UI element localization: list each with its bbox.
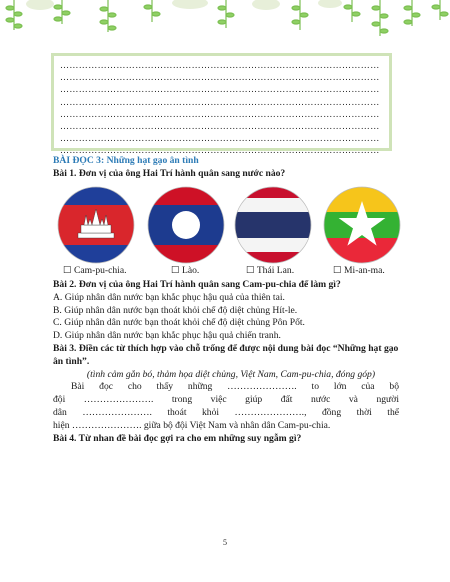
answer-line: ………………………………………………………………………………………… — [60, 121, 380, 132]
laos-flag — [146, 185, 226, 265]
thailand-flag — [233, 185, 313, 265]
question-2-title: Bài 2. Đơn vị của ông Hai Trí hành quân sang Cam-pu-chia để làm gì? — [53, 279, 341, 290]
question-2-option-d[interactable]: D. Giúp nhân dân nước bạn khắc phục hậu quả chiến tranh. — [53, 330, 281, 342]
question-2-option-c[interactable]: C. Giúp nhân dân nước bạn thoát khỏi chế độ diệt chủng Pôn Pốt. — [53, 317, 305, 329]
fill-blank-line[interactable]: dân …………………. thoát khỏi …………………., đồng thời thể — [53, 406, 399, 418]
answer-line: ………………………………………………………………………………………… — [60, 133, 380, 144]
vine-decoration — [0, 0, 450, 42]
answer-line: ………………………………………………………………………………………… — [60, 72, 380, 83]
answer-line: ………………………………………………………………………………………… — [60, 60, 380, 70]
questions-section — [53, 279, 399, 445]
answer-line: ………………………………………………………………………………………… — [60, 108, 380, 119]
question-4-title: Bài 4. Từ nhan đề bài đọc gợi ra cho em những suy ngẫm gì? — [53, 432, 302, 444]
option-cambodia[interactable]: ☐ Cam-pu-chia. — [63, 265, 127, 276]
flag-row — [56, 185, 406, 265]
page-number: 5 — [223, 538, 227, 547]
question-1-options — [53, 265, 403, 278]
myanmar-flag — [322, 185, 402, 265]
reading-section — [53, 155, 399, 181]
cambodia-flag — [56, 185, 136, 265]
answer-box[interactable] — [51, 53, 392, 156]
option-laos[interactable]: ☐ Lào. — [171, 265, 200, 276]
question-2-option-b[interactable]: B. Giúp nhân dân nước bạn thoát khỏi chế độ diệt chủng Hít-le. — [53, 304, 298, 316]
fill-blank-line[interactable]: hiện …………………. giữa bộ đội Việt Nam và nhân dân Cam-pu-chia. — [53, 419, 331, 431]
fill-blank-line[interactable]: đội …………………. trong việc giúp đất nước và người — [53, 394, 399, 406]
fill-blank-line[interactable]: Bài đọc cho thấy những …………………. to lớn của bộ — [71, 381, 399, 393]
option-myanmar[interactable]: ☐ Mi-an-ma. — [333, 265, 385, 276]
option-thailand[interactable]: ☐ Thái Lan. — [246, 265, 295, 276]
question-3-title: Bài 3. Điền các từ thích hợp vào chỗ trống để được nội dung bài đọc “Những hạt gạo ân tình”. — [53, 342, 399, 367]
question-3-hint: (tình cảm gắn bó, thảm họa diệt chủng, Việt Nam, Cam-pu-chia, đóng góp) — [86, 368, 376, 380]
answer-line: ………………………………………………………………………………………… — [60, 84, 380, 95]
reading-title: BÀI ĐỌC 3: Những hạt gạo ân tình — [53, 155, 199, 166]
answer-line: ………………………………………………………………………………………… — [60, 145, 380, 156]
question-1-title: Bài 1. Đơn vị của ông Hai Trí hành quân sang nước nào? — [53, 167, 286, 179]
answer-line: ………………………………………………………………………………………… — [60, 96, 380, 107]
question-2-option-a[interactable]: A. Giúp nhân dân nước bạn khắc phục hậu quả của thiên tai. — [53, 291, 285, 303]
